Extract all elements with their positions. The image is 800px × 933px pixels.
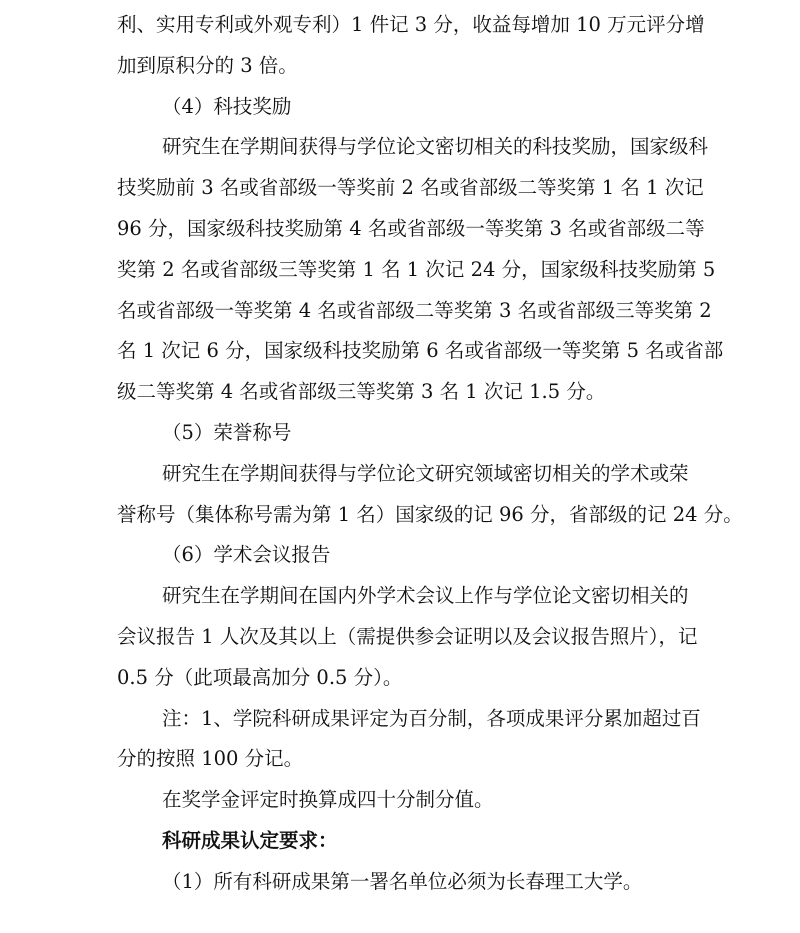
requirement-item-1: （1）所有科研成果第一署名单位必须为长春理工大学。 — [162, 869, 643, 893]
section-heading-6: （6）学术会议报告 — [162, 543, 331, 567]
text-line: 加到原积分的 3 倍。 — [117, 53, 298, 77]
text-line: 名或省部级一等奖第 4 名或省部级二等奖第 3 名或省部级三等奖第 2 — [117, 298, 712, 322]
text-line: 96 分，国家级科技奖励第 4 名或省部级一等奖第 3 名或省部级二等 — [117, 217, 705, 240]
note-line: 注：1、学院科研成果评定为百分制，各项成果评分累加超过百 — [162, 706, 701, 730]
text-line: 会议报告 1 人次及其以上（需提供参会证明以及会议报告照片），记 — [117, 625, 698, 648]
note-line: 分的按照 100 分记。 — [117, 747, 304, 771]
text-line: 技奖励前 3 名或省部级一等奖前 2 名或省部级二等奖第 1 名 1 次记 — [117, 176, 704, 200]
text-line: 奖第 2 名或省部级三等奖第 1 名 1 次记 24 分，国家级科技奖励第 5 — [117, 257, 716, 281]
text-line: 研究生在学期间在国内外学术会议上作与学位论文密切相关的 — [162, 584, 689, 608]
section-heading-4: （4）科技奖励 — [162, 94, 292, 118]
text-line: 名 1 次记 6 分，国家级科技奖励第 6 名或省部级一等奖第 5 名或省部 — [117, 339, 724, 363]
text-line: 0.5 分（此项最高加分 0.5 分）。 — [117, 665, 403, 689]
text-line: 利、实用专利或外观专利）1 件记 3 分，收益每增加 10 万元评分增 — [117, 13, 705, 36]
section-heading-5: （5）荣誉称号 — [162, 421, 292, 444]
text-line: 研究生在学期间获得与学位论文研究领域密切相关的学术或荣 — [162, 461, 689, 485]
requirements-heading: 科研成果认定要求： — [162, 829, 338, 852]
text-line: 研究生在学期间获得与学位论文密切相关的科技奖励，国家级科 — [162, 135, 709, 159]
text-line: 誉称号（集体称号需为第 1 名）国家级的记 96 分，省部级的记 24 分。 — [117, 502, 743, 526]
text-line: 级二等奖第 4 名或省部级三等奖第 3 名 1 次记 1.5 分。 — [117, 380, 606, 404]
note-line: 在奖学金评定时换算成四十分制分值。 — [162, 788, 494, 812]
